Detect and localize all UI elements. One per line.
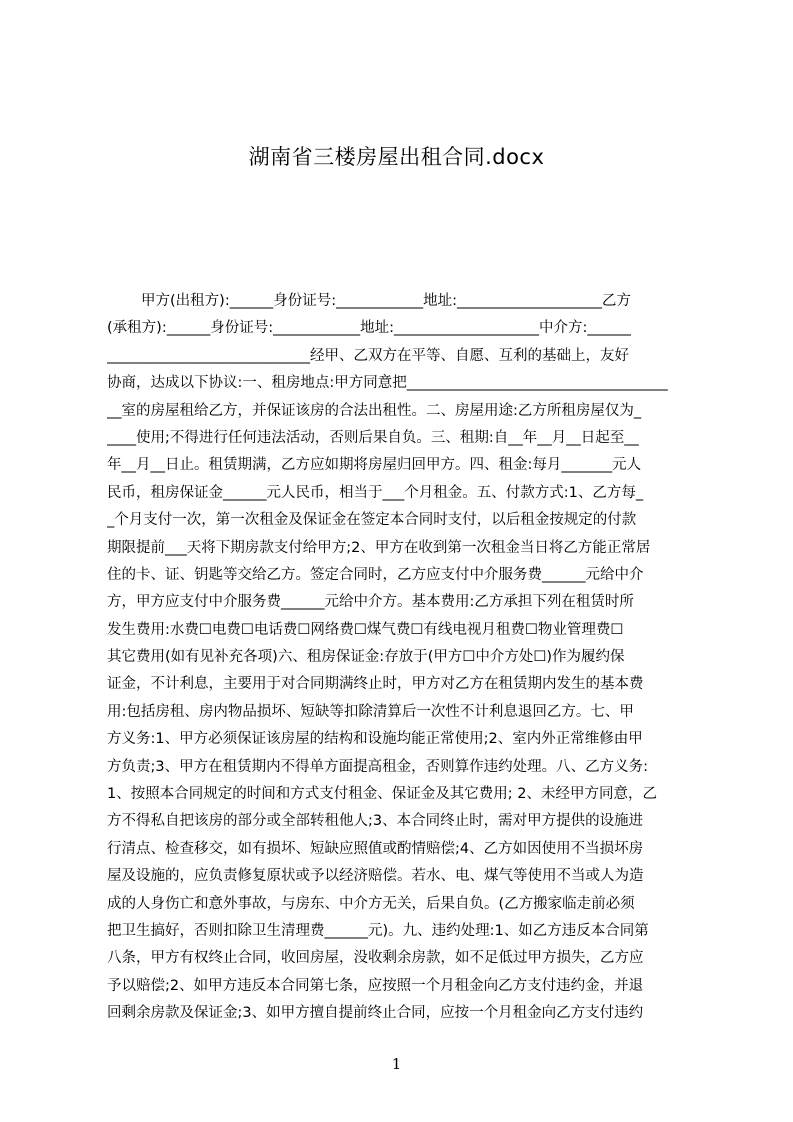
body-line: 方不得私自把该房的部分或全部转租他人;3、本合同终止时，需对甲方提供的设施进 <box>107 813 644 830</box>
body-line: 方负责;3、甲方在租赁期内不得单方面提高租金，否则算作违约处理。八、乙方义务: <box>107 758 648 775</box>
body-line: 行清点、检查移交，如有损坏、短缺应照值或酌情赔偿;4、乙方如因使用不当损坏房 <box>107 840 644 857</box>
body-line: _个月支付一次，第一次租金及保证金在签定本合同时支付，以后租金按规定的付款 <box>107 512 637 529</box>
body-line: 其它费用(如有见补充各项)六、租房保证金:存放于(甲方☐中介方处☐)作为履约保 <box>107 649 625 666</box>
body-line: 年__月__日止。租赁期满，乙方应如期将房屋归回甲方。四、租金:每月_______元人 <box>107 457 642 474</box>
body-line: 屋及设施的，应负责修复原状或予以经济赔偿。若水、电、煤气等使用不当或人为造 <box>107 868 644 885</box>
body-line: 回剩余房款及保证金;3、如甲方擅自提前终止合同，应按一个月租金向乙方支付违约 <box>107 1005 644 1022</box>
body-line: 民币，租房保证金______元人民币，相当于___个月租金。五、付款方式:1、乙方每_ <box>107 484 644 501</box>
body-line: 住的卡、证、钥匙等交给乙方。签定合同时，乙方应支付中介服务费______元给中介 <box>107 566 644 583</box>
body-line: 方义务:1、甲方必须保证该房屋的结构和设施均能正常使用;2、室内外正常维修由甲 <box>107 731 643 748</box>
body-line: 用:包括房租、房内物品损坏、短缺等扣除清算后一次性不计利息退回乙方。七、甲 <box>107 703 634 720</box>
body-line: 发生费用:水费☐电费☐电话费☐网络费☐煤气费☐有线电视月租费☐物业管理费☐ <box>107 621 624 638</box>
body-line: 期限提前___天将下期房款支付给甲方;2、甲方在收到第一次租金当日将乙方能正常居 <box>107 539 651 556</box>
body-line: 甲方(出租方):______身份证号:____________地址:____________________乙方 <box>141 293 631 309</box>
body-line: 协商，达成以下协议:一、租房地点:甲方同意把____________________________________ <box>107 375 668 392</box>
body-line: 八条，甲方有权终止合同，收回房屋，没收剩余房款，如不足低过甲方损失，乙方应 <box>107 950 644 967</box>
body-line: 成的人身伤亡和意外事故，与房东、中介方无关，后果自负。(乙方搬家临走前必须 <box>107 895 635 912</box>
body-line: 方，甲方应支付中介服务费______元给中介方。基本费用:乙方承担下列在租赁时所 <box>107 594 634 611</box>
body-line: 把卫生搞好，否则扣除卫生清理费______元)。九、违约处理:1、如乙方违反本合同第 <box>107 922 649 939</box>
body-line: ____________________________经甲、乙双方在平等、自愿、互利的基础上，友好 <box>107 347 629 364</box>
document-title: 湖南省三楼房屋出租合同.docx <box>248 145 545 169</box>
body-line: 1、按照本合同规定的时间和方式支付租金、保证金及其它费用; 2、未经甲方同意，乙 <box>107 786 657 803</box>
contract-body <box>107 288 697 1028</box>
body-line: __室的房屋租给乙方，并保证该房的合法出租性。二、房屋用途:乙方所租房屋仅为_ <box>107 402 642 419</box>
body-line: 予以赔偿;2、如甲方违反本合同第七条，应按照一个月租金向乙方支付违约金，并退 <box>107 977 644 994</box>
page-number: 1 <box>391 1055 402 1073</box>
body-line: (承租方):______身份证号:____________地址:____________________中介方:______ <box>107 320 631 337</box>
body-line: 证金，不计利息，主要用于对合同期满终止时，甲方对乙方在租赁期内发生的基本费 <box>107 676 644 693</box>
body-line: ____使用;不得进行任何违法活动，否则后果自负。三、租期:自__年__月__日起至__ <box>107 429 639 446</box>
